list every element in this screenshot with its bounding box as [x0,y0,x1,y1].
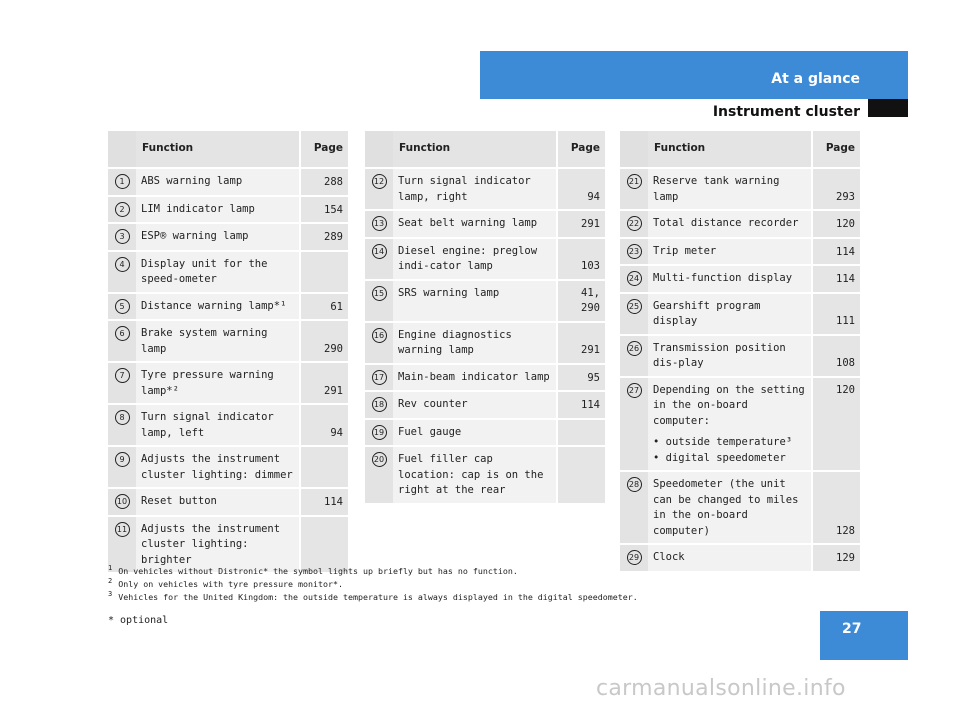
function-cell [648,169,811,211]
row-number-cell [108,169,136,197]
page-cell [556,447,605,505]
callout-number-icon: 6 [115,326,130,341]
function-text: Rev counter [398,398,468,410]
table-row [108,294,348,322]
function-text: Adjusts the instrument cluster lighting: brighter [141,522,281,566]
function-text: ABS warning lamp [141,175,243,187]
table-row [620,169,860,211]
row-number-cell [620,472,648,545]
callout-number-icon: 8 [115,410,130,425]
callout-number-icon: 1 [115,174,130,189]
table-row [620,336,860,378]
row-number-cell [620,294,648,336]
table-row [365,281,605,323]
table-row [365,420,605,448]
header-number-col [108,131,136,169]
row-number-cell [108,252,136,294]
row-number-cell [620,169,648,211]
page-cell: 120 [811,211,860,239]
function-text: Turn signal indicator lamp, right [398,175,531,203]
function-cell [393,239,556,281]
callout-number-icon: 26 [627,341,642,356]
function-text: Seat belt warning lamp [398,217,538,229]
function-cell [136,363,299,405]
page-cell: 114 [811,239,860,267]
function-cell [393,281,556,323]
function-text: ESP® warning lamp [141,230,249,242]
header-function: Function [136,131,299,169]
function-table-2 [365,131,605,505]
header-page: Page [811,131,860,169]
function-cell [648,378,811,473]
table-row [620,239,860,267]
optional-note: * optional [108,615,169,626]
function-text: Turn signal indicator lamp, left [141,411,274,439]
function-text: Adjusts the instrument cluster lighting: dimmer [141,453,293,481]
callout-number-icon: 3 [115,229,130,244]
function-cell [648,266,811,294]
function-cell [393,323,556,365]
function-cell [136,321,299,363]
function-text: Fuel filler cap location: cap is on the right at the rear [398,453,544,496]
function-cell [393,420,556,448]
function-cell [136,197,299,225]
page-cell: 61 [299,294,348,322]
table-row [108,321,348,363]
page-cell: 291 [556,323,605,365]
page-cell: 94 [299,405,348,447]
callout-number-icon: 23 [627,244,642,259]
function-text: Speedometer (the unit can be changed to miles in the on-board computer) [653,478,799,537]
table-header-row [365,131,605,169]
table-row [620,211,860,239]
page-number-box [820,611,908,660]
row-number-cell [365,239,393,281]
callout-number-icon: 27 [627,383,642,398]
function-cell [393,169,556,211]
table-row [620,294,860,336]
function-cell [136,447,299,489]
header-function: Function [648,131,811,169]
bullet-item: • outside temperature³ [653,435,806,451]
footnote: $^2$ Only on vehicles with tyre pressure monitor*. [108,577,344,589]
function-text: Gearshift program display [653,299,761,327]
function-text: Reserve tank warning lamp [653,175,780,203]
table-row [620,545,860,573]
row-number-cell [365,211,393,239]
page-cell: 290 [299,321,348,363]
table-row [108,363,348,405]
function-text: Fuel gauge [398,425,462,438]
function-text: Engine diagnostics warning lamp [398,328,512,356]
table-row [108,489,348,517]
function-cell [648,336,811,378]
page-cell: 120 [811,378,860,473]
page-cell: 128 [811,472,860,545]
page-cell: 129 [811,545,860,573]
row-number-cell [365,281,393,323]
page-cell: 288 [299,169,348,197]
page-cell: 108 [811,336,860,378]
table-row [365,392,605,420]
row-number-cell [620,336,648,378]
function-text: Transmission position dis-play [653,341,786,369]
page-cell [556,420,605,448]
callout-number-icon: 19 [372,425,387,440]
function-text: Reset button [141,495,217,507]
function-text: Trip meter [653,244,717,257]
header-page: Page [556,131,605,169]
callout-number-icon: 20 [372,452,387,467]
callout-number-icon: 22 [627,216,642,231]
page-cell: 41, 290 [556,281,605,323]
function-text: Clock [653,551,685,563]
footnote: $^1$ On vehicles without Distronic* the symbol lights up briefly but has no function. [108,564,518,576]
page-cell: 114 [299,489,348,517]
page-cell: 94 [556,169,605,211]
function-cell [648,239,811,267]
row-number-cell [365,365,393,393]
page-cell: 103 [556,239,605,281]
function-cell [136,489,299,517]
table-row [365,365,605,393]
table-row [620,266,860,294]
function-table-3 [620,131,860,573]
row-number-cell [108,405,136,447]
callout-number-icon: 10 [115,494,130,509]
callout-number-icon: 4 [115,257,130,272]
page-cell: 114 [811,266,860,294]
table-row [108,447,348,489]
function-text: SRS warning lamp [398,286,500,299]
function-cell [136,224,299,252]
section-title: At a glance [771,71,860,87]
page-cell: 111 [811,294,860,336]
section-tab-marker [868,99,908,117]
callout-number-icon: 5 [115,299,130,314]
page-cell [299,252,348,294]
function-text: LIM indicator lamp [141,202,255,215]
header-number-col [365,131,393,169]
page-cell: 291 [299,363,348,405]
header-page: Page [299,131,348,169]
function-cell [648,472,811,545]
callout-number-icon: 15 [372,286,387,301]
row-number-cell [620,211,648,239]
table-row [365,169,605,211]
row-number-cell [365,169,393,211]
table-row [365,239,605,281]
callout-number-icon: 11 [115,522,130,537]
table-row [365,447,605,505]
function-text: Display unit for the speed-ometer [141,257,268,285]
footnotes [108,565,638,604]
row-number-cell [365,323,393,365]
callout-number-icon: 9 [115,452,130,467]
function-cell [648,545,811,573]
callout-number-icon: 7 [115,368,130,383]
row-number-cell [108,294,136,322]
function-cell [393,365,556,393]
function-text: Main-beam indicator lamp [398,370,550,383]
function-cell [136,252,299,294]
function-cell [136,405,299,447]
table-row [108,169,348,197]
bullet-list [653,435,806,466]
function-cell [136,294,299,322]
function-cell [393,211,556,239]
function-text: Depending on the setting in the on-board computer: [653,383,805,427]
callout-number-icon: 29 [627,550,642,565]
function-text: Diesel engine: preglow indi-cator lamp [398,244,538,272]
callout-number-icon: 18 [372,397,387,412]
page-subtitle: Instrument cluster [712,104,860,120]
callout-number-icon: 17 [372,370,387,385]
section-header-bar [480,51,908,99]
table-row [108,405,348,447]
page-cell: 95 [556,365,605,393]
row-number-cell [620,378,648,473]
table-header-row [620,131,860,169]
callout-number-icon: 24 [627,271,642,286]
page-cell: 293 [811,169,860,211]
function-cell [393,447,556,505]
bullet-item: • digital speedometer [653,451,806,467]
row-number-cell [365,392,393,420]
table-row [365,211,605,239]
row-number-cell [108,447,136,489]
row-number-cell [365,420,393,448]
function-cell [648,211,811,239]
row-number-cell [108,197,136,225]
table-row [620,378,860,473]
page-cell: 291 [556,211,605,239]
watermark: carmanualsonline.info [596,676,846,701]
table-row [108,224,348,252]
callout-number-icon: 21 [627,174,642,189]
row-number-cell [108,224,136,252]
header-number-col [620,131,648,169]
table-row [108,197,348,225]
callout-number-icon: 2 [115,202,130,217]
callout-number-icon: 12 [372,174,387,189]
header-function: Function [393,131,556,169]
function-text: Total distance recorder [653,217,799,229]
function-text: Distance warning lamp*¹ [141,299,287,312]
table-row [108,252,348,294]
callout-number-icon: 16 [372,328,387,343]
row-number-cell [108,489,136,517]
page-cell [299,447,348,489]
page-cell: 289 [299,224,348,252]
function-cell [648,294,811,336]
callout-number-icon: 25 [627,299,642,314]
table-row [365,323,605,365]
function-cell [393,392,556,420]
footnote: $^3$ Vehicles for the United Kingdom: the outside temperature is always displayed in the digital speedometer. [108,590,638,602]
function-cell [136,169,299,197]
function-text: Brake system warning lamp [141,327,268,355]
page-cell: 114 [556,392,605,420]
table-row [620,472,860,545]
function-table-1 [108,131,348,574]
function-text: Multi-function display [653,272,793,284]
row-number-cell [365,447,393,505]
page-cell: 154 [299,197,348,225]
callout-number-icon: 13 [372,216,387,231]
row-number-cell [620,266,648,294]
row-number-cell [108,363,136,405]
page-number: 27 [842,621,862,637]
callout-number-icon: 14 [372,244,387,259]
table-header-row [108,131,348,169]
function-text: Tyre pressure warning lamp*² [141,369,274,397]
callout-number-icon: 28 [627,477,642,492]
row-number-cell [108,321,136,363]
row-number-cell [620,239,648,267]
